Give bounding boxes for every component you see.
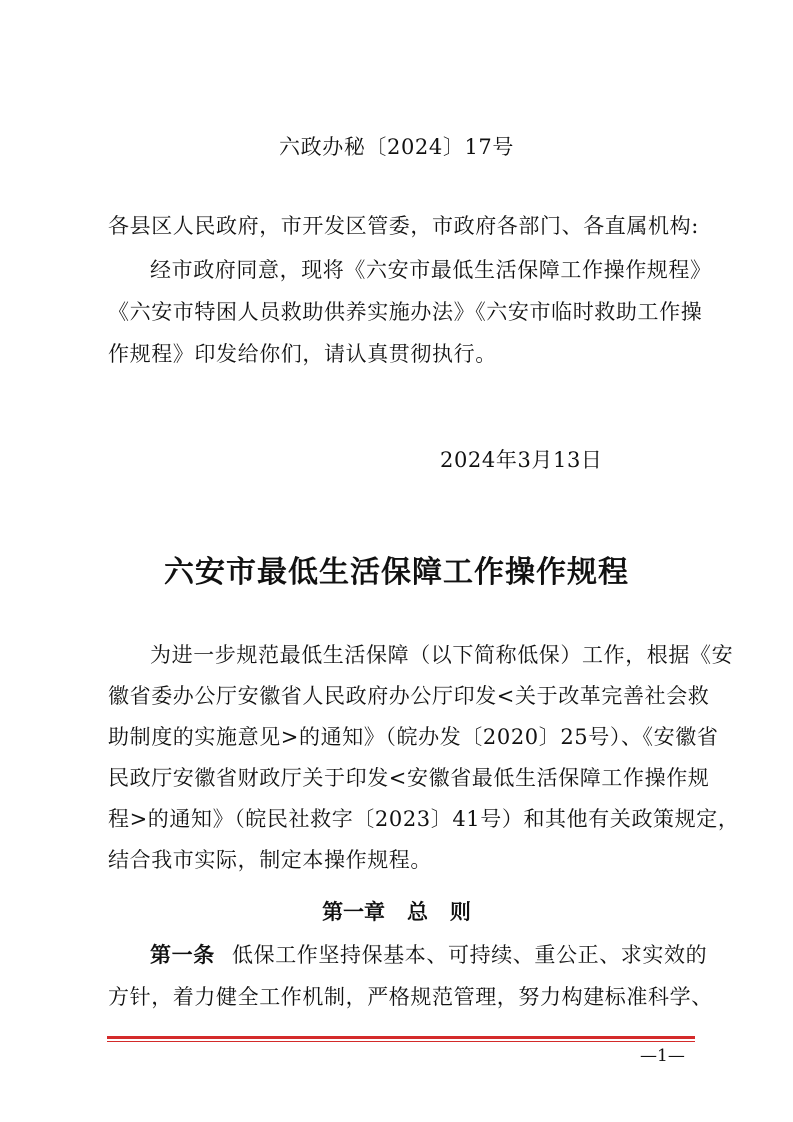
article-1-label bbox=[150, 940, 215, 970]
page-number: —1— bbox=[640, 1046, 685, 1066]
article-label: 第一条 bbox=[150, 943, 215, 967]
issue-date: 2024年3月13日 bbox=[440, 448, 603, 472]
preamble-line-6: 结合我市实际，制定本操作规程。 bbox=[108, 848, 432, 872]
preamble-line-4: 民政厅安徽省财政厅关于印发<安徽省最低生活保障工作操作规 bbox=[108, 766, 710, 790]
chapter-heading: 第一章 总 则 bbox=[322, 900, 471, 924]
document-number: 六政办秘〔2024〕17号 bbox=[279, 135, 514, 159]
article-1-line-1: 低保工作坚持保基本、可持续、重公正、求实效的 bbox=[232, 943, 708, 967]
notice-body-line-2: 《六安市特困人员救助供养实施办法》《六安市临时救助工作操 bbox=[108, 300, 703, 324]
addressee: 各县区人民政府，市开发区管委，市政府各部门、各直属机构: bbox=[108, 214, 699, 238]
document-title: 六安市最低生活保障工作操作规程 bbox=[164, 555, 629, 590]
preamble-line-1: 为进一步规范最低生活保障（以下简称低保）工作，根据《安 bbox=[150, 643, 734, 667]
preamble-line-5: 程>的通知》（皖民社救字〔2023〕41号）和其他有关政策规定， bbox=[108, 807, 740, 831]
article-1-line-2: 方针，着力健全工作机制，严格规范管理，努力构建标准科学、 bbox=[108, 985, 713, 1009]
footer-rule-thick bbox=[107, 1036, 695, 1039]
notice-body-line-3: 作规程》印发给你们，请认真贯彻执行。 bbox=[108, 342, 497, 366]
footer-rule-thin bbox=[107, 1041, 695, 1042]
notice-body-line-1: 经市政府同意，现将《六安市最低生活保障工作操作规程》 bbox=[150, 258, 712, 282]
preamble-line-2: 徽省委办公厅安徽省人民政府办公厅印发<关于改革完善社会救 bbox=[108, 684, 710, 708]
preamble-line-3: 助制度的实施意见>的通知》（皖办发〔2020〕25号）、《安徽省 bbox=[108, 725, 719, 749]
